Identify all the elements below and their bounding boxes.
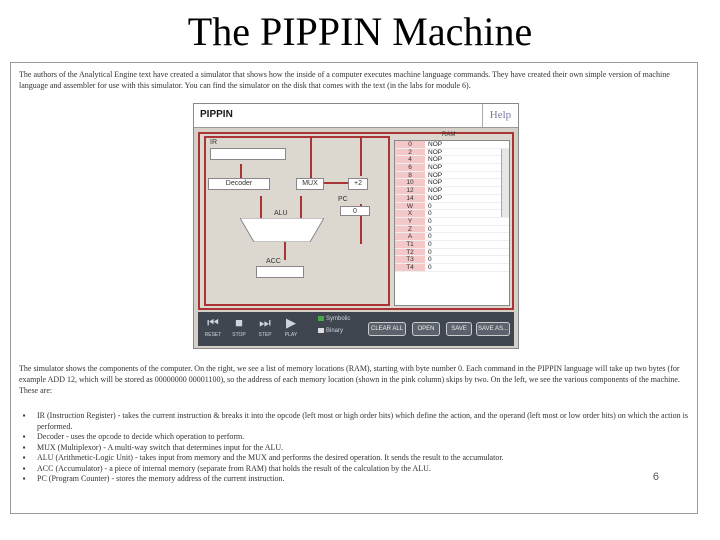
ram-row[interactable] bbox=[395, 241, 509, 249]
symbolic-label: Symbolic bbox=[326, 316, 351, 323]
list-item-text: MUX (Multiplexor) - A multi-way switch that determines input for the ALU. bbox=[37, 442, 284, 452]
ram-row[interactable] bbox=[395, 218, 509, 226]
stop-icon: ■ bbox=[235, 315, 243, 330]
ram-row[interactable] bbox=[395, 210, 509, 218]
stop-label: STOP bbox=[232, 332, 246, 338]
ram-row[interactable] bbox=[395, 256, 509, 264]
ram-value[interactable]: 0 bbox=[428, 256, 432, 264]
ram-row[interactable] bbox=[395, 172, 509, 180]
ram-row[interactable] bbox=[395, 226, 509, 234]
acc-label: ACC bbox=[266, 258, 281, 265]
save-button[interactable]: SAVE bbox=[446, 322, 472, 336]
binary-radio-icon bbox=[318, 328, 324, 333]
list-item bbox=[19, 453, 689, 464]
list-item bbox=[19, 432, 689, 443]
mux-box: MUX bbox=[296, 178, 324, 190]
ram-value[interactable]: 0 bbox=[428, 225, 432, 233]
intro-paragraph: The authors of the Analytical Engine text have created a simulator that shows how the inside of a computer executes machine language commands. They have created their own simple version of machine language and assembler for use with this simulator. You can find the simulator on the disk that comes with the text (in the labs for module 6). bbox=[19, 70, 670, 90]
play-label: PLAY bbox=[284, 332, 298, 338]
ram-address: A bbox=[395, 233, 425, 240]
app-title: PIPPIN bbox=[200, 109, 233, 120]
ram-value[interactable]: 0 bbox=[428, 248, 432, 256]
ram-value[interactable]: 0 bbox=[428, 210, 432, 218]
stop-button[interactable] bbox=[228, 314, 250, 344]
list-item-text: PC (Program Counter) - stores the memory address of the current instruction. bbox=[37, 474, 285, 483]
symbolic-radio-icon bbox=[318, 316, 324, 321]
plus-two-box: +2 bbox=[348, 178, 368, 190]
ram-address: W bbox=[395, 203, 425, 210]
list-item-text: ALU (Arithmetic-Logic Unit) - takes input from memory and the MUX and performs the desired operation. It sends the result to the accumulator. bbox=[37, 453, 504, 462]
ram-value[interactable]: 0 bbox=[428, 264, 432, 271]
list-item-text: Decoder - uses the opcode to decide which operation to perform. bbox=[37, 432, 245, 441]
ram-value[interactable]: 0 bbox=[428, 233, 432, 241]
play-icon: ▶ bbox=[286, 315, 296, 330]
ram-row[interactable] bbox=[395, 195, 509, 203]
ram-address: X bbox=[395, 210, 425, 217]
machine-diagram bbox=[198, 132, 514, 310]
ram-address: 8 bbox=[395, 172, 425, 179]
reset-button[interactable] bbox=[202, 314, 224, 344]
symbolic-option[interactable] bbox=[318, 316, 350, 322]
list-item-text: IR (Instruction Register) - takes the current instruction & breaks it into the opcode (left most or high order bits) which define the action, and the operand (left most or low order bits) on which the action is performed. bbox=[37, 411, 688, 431]
bullet-icon: ▪ bbox=[22, 463, 26, 473]
bullet-icon: ▪ bbox=[22, 453, 26, 462]
screenshot-panel bbox=[10, 62, 698, 514]
open-button[interactable]: OPEN bbox=[412, 322, 440, 336]
ram-address: 2 bbox=[395, 149, 425, 156]
list-item bbox=[19, 443, 689, 454]
binary-option[interactable] bbox=[318, 328, 343, 334]
ram-value[interactable]: NOP bbox=[428, 171, 443, 179]
rewind-icon: ⏮ bbox=[207, 315, 219, 330]
decoder-box: Decoder bbox=[208, 178, 270, 190]
ram-row[interactable] bbox=[395, 156, 509, 164]
help-button[interactable]: Help bbox=[482, 104, 518, 127]
ir-register bbox=[210, 148, 286, 160]
step-forward-icon: ⏭ bbox=[259, 315, 271, 330]
ram-scrollbar[interactable] bbox=[501, 149, 509, 217]
ram-row[interactable] bbox=[395, 249, 509, 257]
ram-value[interactable]: NOP bbox=[428, 179, 443, 187]
step-button[interactable] bbox=[254, 314, 276, 344]
ram-row[interactable] bbox=[395, 264, 509, 272]
acc-register bbox=[256, 266, 304, 278]
ram-label: RAM bbox=[442, 132, 456, 138]
app-header bbox=[194, 104, 518, 128]
list-item bbox=[19, 411, 689, 432]
ram-value[interactable]: NOP bbox=[428, 141, 443, 148]
ir-label: IR bbox=[210, 139, 217, 146]
ram-value[interactable]: NOP bbox=[428, 156, 443, 164]
ram-rows bbox=[395, 141, 509, 272]
pippin-simulator bbox=[193, 103, 519, 349]
ram-row[interactable] bbox=[395, 141, 509, 149]
ram-value[interactable]: NOP bbox=[428, 187, 443, 195]
ram-address: 4 bbox=[395, 156, 425, 163]
alu-label: ALU bbox=[274, 210, 288, 217]
page-number: 6 bbox=[652, 471, 659, 483]
play-button[interactable] bbox=[280, 314, 302, 344]
ram-address: T1 bbox=[395, 241, 425, 248]
list-item bbox=[19, 474, 689, 485]
ram-row[interactable] bbox=[395, 233, 509, 241]
bullet-icon: ▪ bbox=[22, 442, 26, 452]
ram-row[interactable] bbox=[395, 164, 509, 172]
ram-value[interactable]: NOP bbox=[428, 164, 443, 172]
ram-address: 12 bbox=[395, 187, 425, 194]
clear-all-button[interactable]: CLEAR ALL bbox=[368, 322, 406, 336]
step-label: STEP bbox=[258, 332, 272, 338]
ram-address: Z bbox=[395, 226, 425, 233]
ram-address: T2 bbox=[395, 249, 425, 256]
alu-shape bbox=[240, 218, 324, 242]
ram-address: T4 bbox=[395, 264, 425, 271]
binary-label: Binary bbox=[326, 328, 344, 335]
ram-value[interactable]: 0 bbox=[428, 217, 432, 225]
ram-row[interactable] bbox=[395, 187, 509, 195]
reset-label: RESET bbox=[204, 332, 222, 338]
ram-address: 6 bbox=[395, 164, 425, 171]
component-list bbox=[19, 411, 689, 485]
ram-address: 0 bbox=[395, 141, 425, 148]
slide-title: The PIPPIN Machine bbox=[187, 9, 533, 54]
ram-value[interactable]: NOP bbox=[428, 148, 443, 156]
bullet-icon: ▪ bbox=[22, 432, 26, 441]
ram-value[interactable]: 0 bbox=[428, 240, 432, 248]
ram-row[interactable] bbox=[395, 149, 509, 157]
ram-value[interactable]: 0 bbox=[428, 202, 432, 210]
body-paragraph: The simulator shows the components of the computer. On the right, we see a list of memory locations (RAM), starting with byte number 0. Each command in the PIPPIN language will take up two bytes (for example ADD 12, which will be stored as 00000000 00001100), so the address of each memory location (shown in the pink column) skips by two. On the left, we see the various components of the machine. These are: bbox=[19, 364, 680, 395]
save-as-button[interactable]: SAVE AS... bbox=[476, 322, 510, 336]
ram-table bbox=[394, 140, 510, 306]
pc-label: PC bbox=[338, 196, 348, 203]
ram-address: Y bbox=[395, 218, 425, 225]
list-item-text: ACC (Accumulator) - a piece of internal memory (separate from RAM) that holds the result of the calculation by the ALU. bbox=[37, 463, 431, 473]
pc-register: 0 bbox=[340, 206, 370, 216]
ram-row[interactable] bbox=[395, 203, 509, 211]
ram-address: 10 bbox=[395, 179, 425, 186]
ram-address: 14 bbox=[395, 195, 425, 202]
control-toolbar bbox=[198, 312, 514, 346]
bullet-icon: ▪ bbox=[22, 474, 26, 483]
ram-row[interactable] bbox=[395, 179, 509, 187]
ram-value[interactable]: NOP bbox=[428, 194, 443, 202]
list-item bbox=[19, 464, 689, 475]
ram-address: T3 bbox=[395, 256, 425, 263]
bullet-icon: ▪ bbox=[22, 411, 26, 420]
